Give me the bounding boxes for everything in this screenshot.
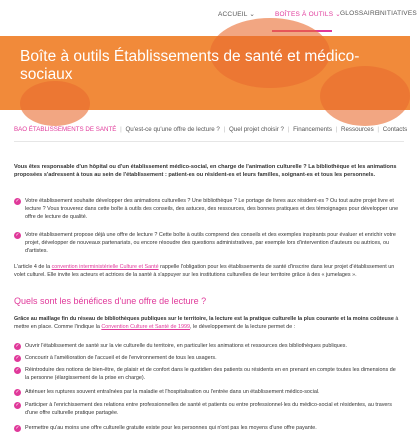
check-icon: ✓	[15, 198, 20, 204]
article-text: L'article 4 de la	[14, 264, 52, 270]
section-lead	[14, 315, 402, 331]
hero-banner	[0, 36, 410, 110]
lead-text: , le développement de la lecture permet de :	[190, 324, 296, 330]
subnav-financements[interactable]: Financements	[293, 126, 332, 133]
lead-bold: Grâce au maillage fin du réseau de bibliothèques publiques sur le territoire, la lecture est la pratique culturelle la plus courante et la moins coûteuse	[14, 316, 394, 322]
subnav-ressources[interactable]: Ressources	[341, 126, 374, 133]
check-icon: ✓	[15, 355, 20, 361]
decorative-blob	[20, 81, 90, 126]
check-icon: ✓	[15, 425, 20, 431]
list-item-text: Permettre qu'au moins une offre culturelle gratuite existe pour les personnes qui n'ont pas les moyens d'une offre payante.	[25, 425, 317, 431]
convention-1999-link[interactable]: Convention Culture et Santé de 1999	[101, 324, 191, 330]
check-icon: ✓	[15, 402, 20, 408]
separator: |	[335, 126, 338, 133]
check-icon: ✓	[15, 389, 20, 395]
convention-link[interactable]: convention interministérielle Culture et Santé	[51, 264, 159, 270]
divider	[14, 141, 404, 142]
sub-navigation	[14, 126, 408, 140]
separator: |	[120, 126, 122, 133]
subnav-offre[interactable]: Qu'est-ce qu'une offre de lecture ?	[125, 126, 220, 133]
list-item-text: Ouvrir l'établissement de santé sur la vie culturelle du territoire, en particulier les animations et ressources des bibliothèques publiques.	[25, 343, 347, 349]
separator: |	[223, 126, 226, 133]
section-heading: Quels sont les bénéfices d'une offre de lecture ?	[14, 296, 207, 306]
list-item-text: Votre établissement souhaite développer des animations culturelles ? Une bibliothèque ? Le portage de livres aux résident·es ? Ou tout autre projet livre et lecture ? Vous trouverez dans cette boîte à outils des conseils, des astuces, des ressources, des bonnes pratiques et des témoignages pour développer une offre de lecture de qualité.	[25, 198, 399, 220]
nav-initiatives[interactable]: INITIATIVES	[378, 10, 417, 17]
lead-text: à mettre en place. Comme l'indique la	[14, 316, 399, 330]
separator: |	[377, 126, 380, 133]
nav-boites-a-outils[interactable]: BOÎTES À OUTILS ⌄	[275, 11, 341, 18]
subnav-bao[interactable]: BAO ÉTABLISSEMENTS DE SANTÉ	[14, 126, 117, 133]
list-item-text: Participer à l'enrichissement des relations entre professionnelles de santé et patients ou entre professionnel·les du médico-social et résidentes, au travers d'une offre culturelle pratique partagée.	[25, 402, 392, 416]
list-item-text: Atténuer les ruptures souvent entraînées par la maladie et l'hospitalisation ou l'entrée dans un établissement médico-social.	[25, 389, 320, 395]
subnav-projet[interactable]: Quel projet choisir ?	[228, 126, 284, 133]
list-item-text: Réintroduire des notions de bien-être, de plaisir et de confort dans le quotidien des patients ou résidents en en prenant en compte toutes les dimensions de la personne (élargissement de la prise en charge).	[25, 367, 396, 381]
subnav-contacts[interactable]: Contacts	[382, 126, 408, 133]
nav-glossaire[interactable]: GLOSSAIRE	[340, 10, 380, 17]
check-icon: ✓	[15, 343, 20, 349]
top-navigation	[0, 0, 417, 36]
intro-paragraph: Vous êtes responsable d'un hôpital ou d'un établissement médico-social, en charge de l'animation culturelle ? La bibliothèque et les animations proposées s'adressent à tous au sein de l'établissement : patient-es ou résident-es et leurs familles, soignant-es et tous les personnels.	[14, 164, 397, 179]
check-icon: ✓	[15, 232, 20, 238]
list-item-text: Concourir à l'amélioration de l'accueil et de l'environnement de tous les usagers.	[25, 355, 217, 361]
page-title: Boîte à outils Établissements de santé et médico-sociaux	[20, 48, 360, 83]
check-icon: ✓	[15, 367, 20, 373]
separator: |	[287, 126, 290, 133]
article-paragraph	[14, 263, 402, 279]
article-text: rappelle l'obligation pour les établissements de santé d'inscrire dans leur projet d'établissement un volet culturel. Elle invite les acteurs et actrices de la santé à s'appuyer sur les institutions culturelles de leur territoire grâce à des « jumelages ».	[14, 264, 395, 278]
list-item-text: Votre établissement propose déjà une offre de lecture ? Cette boîte à outils comprend des conseils et des exemples inspirants pour évaluer et enrichir votre projet, développer de nouveaux partenariats, ou encore résoudre des questions administratives, par exemple lors d'intervention d'auteurs ou autrices, ou d'artistes.	[25, 232, 396, 254]
nav-accueil[interactable]: ACCUEIL ⌄	[218, 11, 255, 18]
